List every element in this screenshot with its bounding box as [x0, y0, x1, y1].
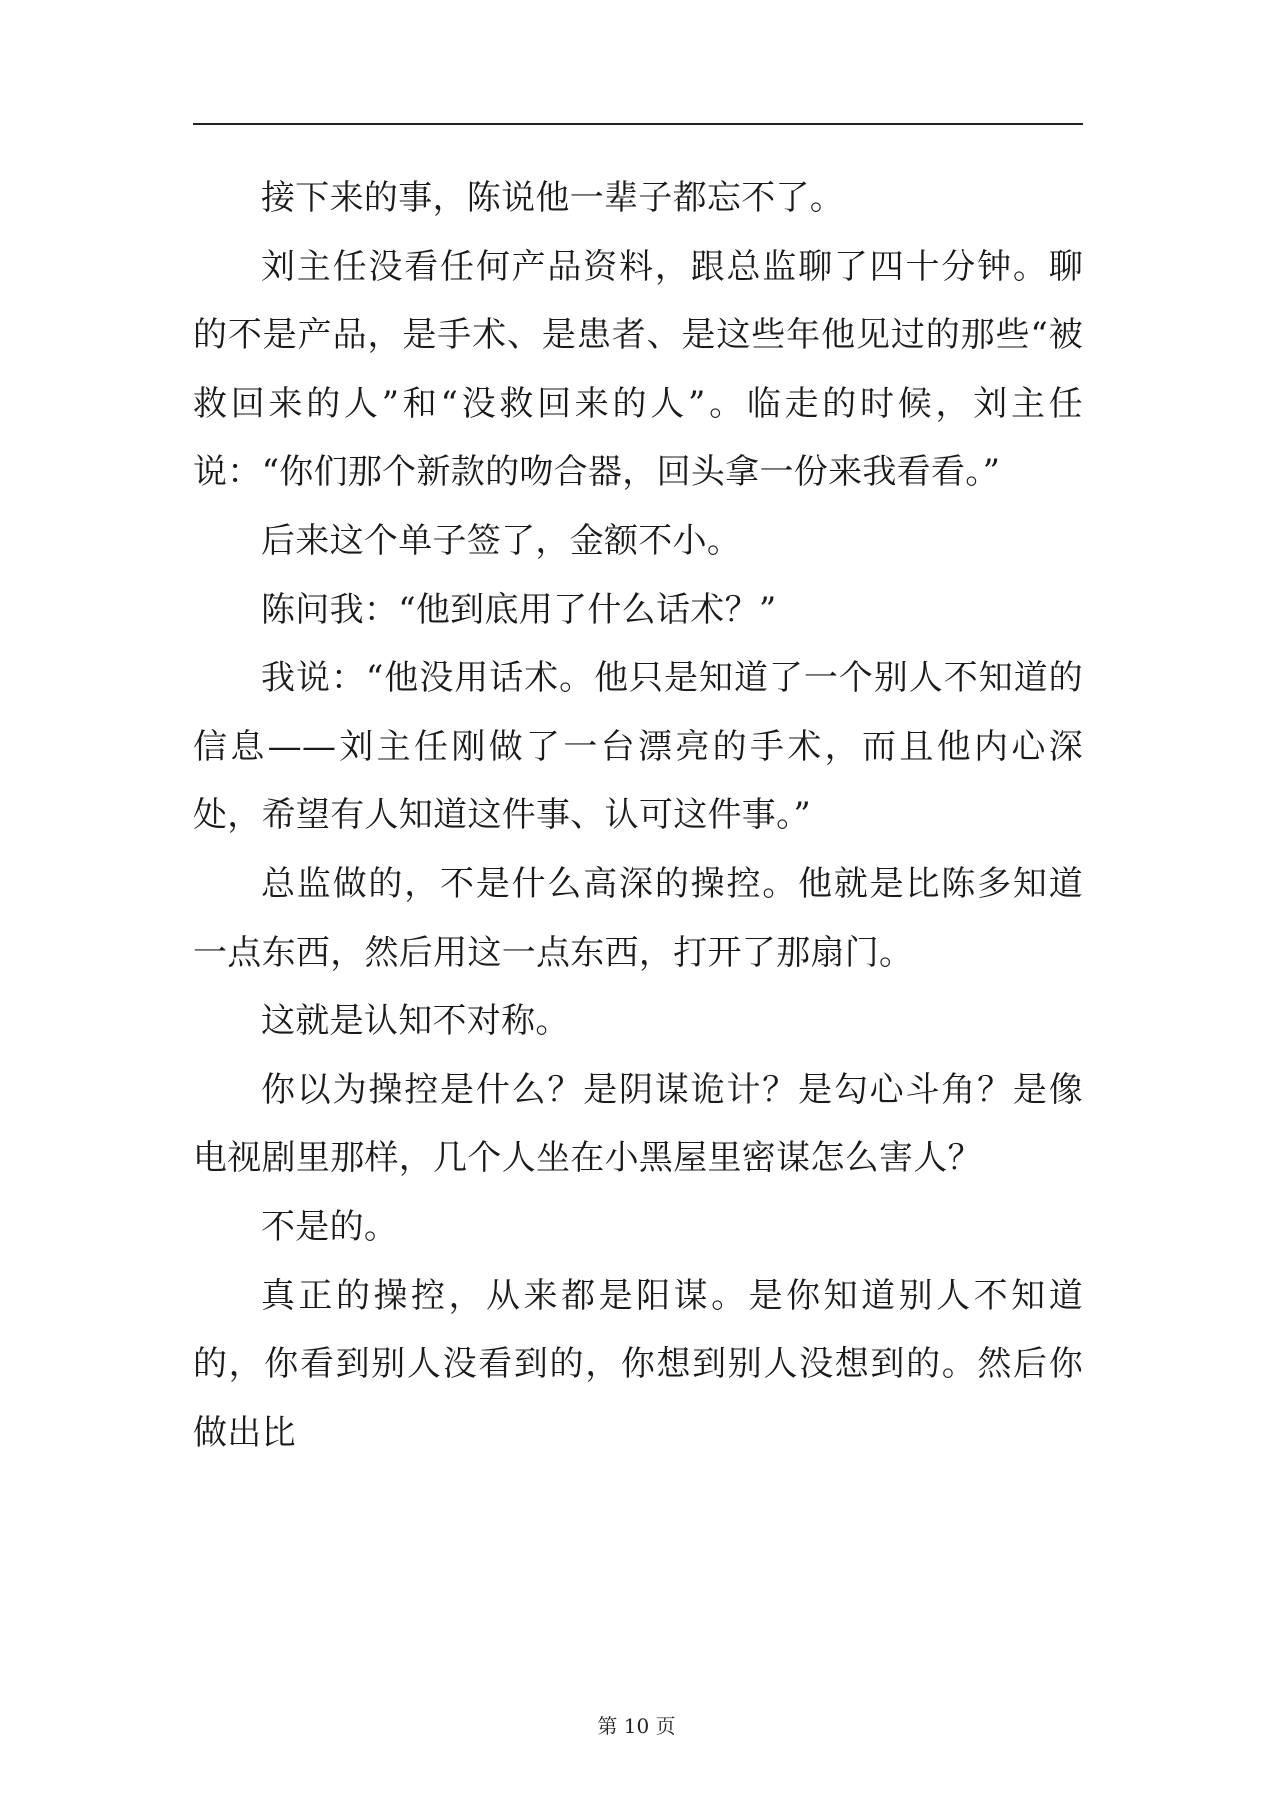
- body-text: [193, 164, 1083, 1467]
- paragraph: 我说：“他没用话术。他只是知道了一个别人不知道的信息——刘主任刚做了一台漂亮的手术，而且他内心深处，希望有人知道这件事、认可这件事。”: [193, 658, 1083, 836]
- paragraph: 总监做的，不是什么高深的操控。他就是比陈多知道一点东西，然后用这一点东西，打开了那扇门。: [193, 863, 1083, 973]
- paragraph: 刘主任没看任何产品资料，跟总监聊了四十分钟。聊的不是产品，是手术、是患者、是这些年他见过的那些“被救回来的人”和“没救回来的人”。临走的时候，刘主任说：“你们那个新款的吻合器，回头拿一份来我看看。”: [193, 246, 1083, 493]
- paragraph: 后来这个单子签了，金额不小。: [261, 520, 742, 561]
- header-rule: [193, 123, 1083, 125]
- paragraph: 陈问我：“他到底用了什么话术？”: [261, 589, 777, 630]
- paragraph: 不是的。: [261, 1206, 399, 1247]
- paragraph: 这就是认知不对称。: [261, 1001, 570, 1042]
- page-number: 第 10 页: [597, 1714, 676, 1738]
- paragraph: 真正的操控，从来都是阳谋。是你知道别人不知道的，你看到别人没看到的，你想到别人没想到的。然后你做出比: [193, 1275, 1083, 1453]
- paragraph: 接下来的事，陈说他一辈子都忘不了。: [261, 178, 845, 218]
- paragraph: 你以为操控是什么？是阴谋诡计？是勾心斗角？是像电视剧里那样，几个人坐在小黑屋里密谋怎么害人？: [193, 1069, 1083, 1179]
